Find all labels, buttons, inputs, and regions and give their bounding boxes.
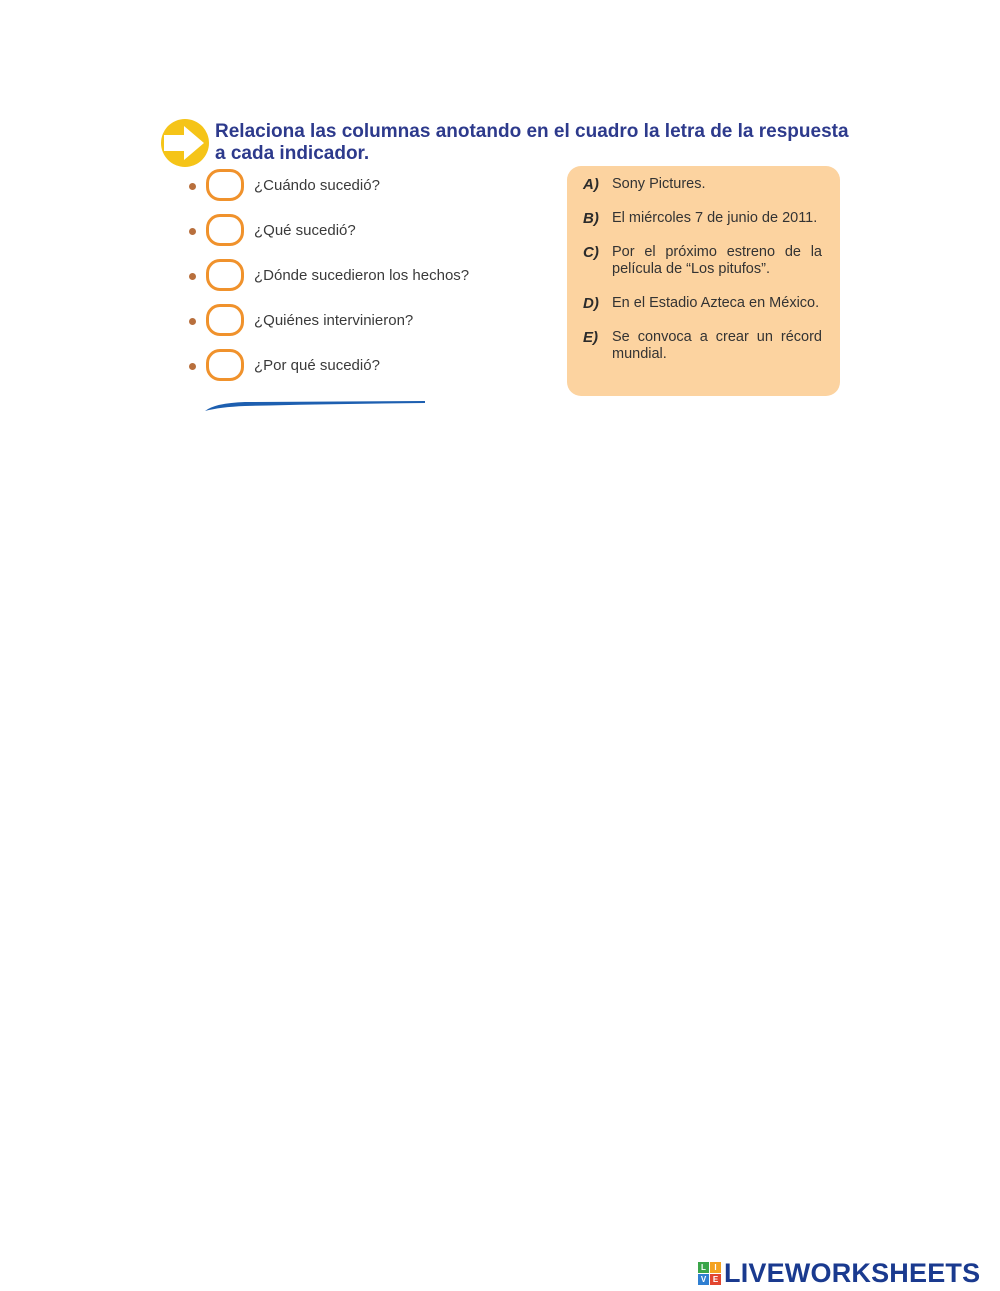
answer-box-4[interactable]: [206, 304, 244, 336]
bullet-icon: [189, 183, 196, 190]
answer-box-2[interactable]: [206, 214, 244, 246]
option-letter: D): [583, 295, 599, 312]
option-letter: A): [583, 176, 599, 193]
question-list: [186, 167, 526, 392]
option-item: [583, 244, 822, 278]
option-text: Sony Pictures.: [612, 176, 706, 192]
option-text: En el Estadio Azteca en México.: [612, 295, 820, 311]
bullet-icon: [189, 363, 196, 370]
option-text: El miércoles 7 de junio de 2011.: [612, 210, 818, 226]
decorative-swoosh: [205, 401, 425, 411]
question-row: [186, 347, 526, 392]
question-text: ¿Por qué sucedió?: [254, 357, 380, 374]
arrow-right-icon: [160, 118, 210, 168]
option-text: Se convoca a crear un récord mundial.: [612, 329, 822, 362]
question-row: [186, 212, 526, 257]
option-letter: B): [583, 210, 599, 227]
answer-box-1[interactable]: [206, 169, 244, 201]
logo-grid-cell: E: [710, 1274, 721, 1285]
option-item: [583, 210, 822, 227]
logo-grid-cell: V: [698, 1274, 709, 1285]
liveworksheets-logo: [698, 1258, 980, 1289]
logo-grid-icon: [698, 1262, 721, 1285]
option-item: [583, 329, 822, 363]
logo-text: LIVEWORKSHEETS: [724, 1258, 981, 1288]
question-text: ¿Dónde sucedieron los hechos?: [254, 267, 470, 284]
bullet-icon: [189, 228, 196, 235]
question-row: [186, 257, 526, 302]
option-letter: E): [583, 329, 598, 346]
instruction-heading: [215, 121, 865, 165]
question-text: ¿Cuándo sucedió?: [254, 177, 380, 194]
answer-box-3[interactable]: [206, 259, 244, 291]
question-row: [186, 167, 526, 212]
answer-box-5[interactable]: [206, 349, 244, 381]
option-item: [583, 295, 822, 312]
option-letter: C): [583, 244, 599, 261]
options-panel: [567, 166, 840, 396]
option-item: [583, 176, 822, 193]
instruction-line-1: Relaciona las columnas anotando en el cuadro la letra de la respuesta: [215, 121, 849, 142]
question-row: [186, 302, 526, 347]
logo-grid-cell: I: [710, 1262, 721, 1273]
instruction-line-2: a cada indicador.: [215, 143, 370, 164]
question-text: ¿Qué sucedió?: [254, 222, 356, 239]
bullet-icon: [189, 273, 196, 280]
question-text: ¿Quiénes intervinieron?: [254, 312, 414, 329]
bullet-icon: [189, 318, 196, 325]
logo-grid-cell: L: [698, 1262, 709, 1273]
option-text: Por el próximo estreno de la película de “Los pitufos”.: [612, 244, 822, 277]
